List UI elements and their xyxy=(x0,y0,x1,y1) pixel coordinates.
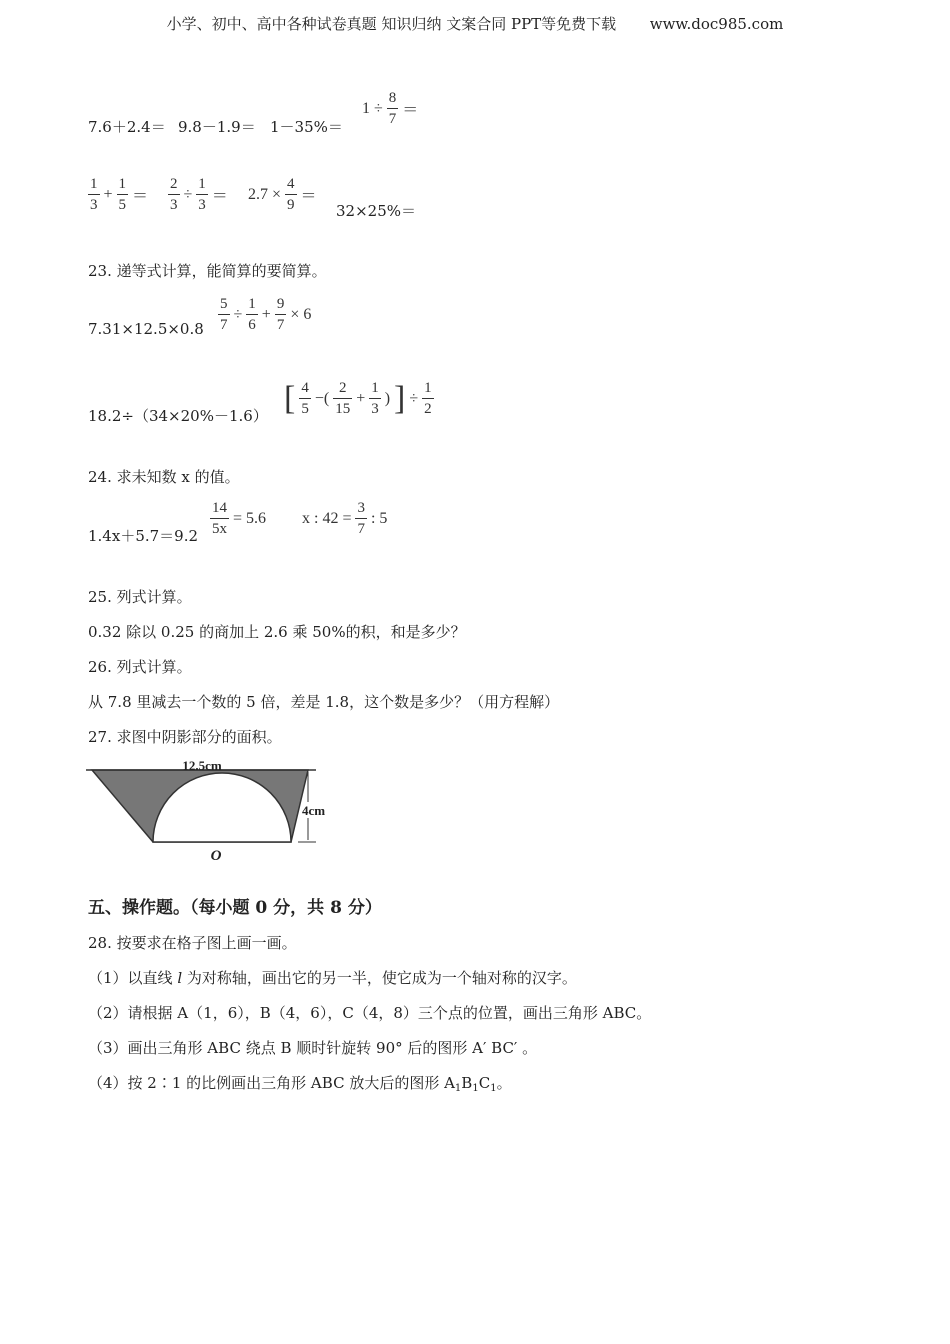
q23-title: 23. 递等式计算，能简算的要简算。 xyxy=(88,262,327,280)
shaded-area-figure xyxy=(86,756,346,866)
q28-item-4: （4）按 2∶1 的比例画出三角形 ABC 放大后的图形 $A_1B_1C_1$。 xyxy=(88,1074,512,1094)
q27-title: 27. 求图中阴影部分的面积。 xyxy=(88,728,282,746)
q28-item-1: （1）以直线 l 为对称轴，画出它的另一半，使它成为一个轴对称的汉字。 xyxy=(88,969,577,987)
q25-title: 25. 列式计算。 xyxy=(88,588,192,606)
q28-item-3: （3）画出三角形 ABC 绕点 B 顺时针旋转 90° 后的图形 A′ BC′ 。 xyxy=(88,1039,538,1057)
q23-expr-1: 7.31×12.5×0.8 xyxy=(88,320,204,338)
label-top: 12.5cm xyxy=(182,758,222,773)
label-height: 4cm xyxy=(302,803,326,818)
q23-expr-4: [ $\frac{4}{5}$ −( $\frac{2}{15}$ + $\frac{1}{3}$ ) ] ÷ $\frac{1}{2}$ xyxy=(284,379,432,417)
header-text: 小学、初中、高中各种试卷真题 知识归纳 文案合同 PPT等免费下载 xyxy=(166,15,617,33)
label-center: O xyxy=(210,848,222,864)
q26-text: 从 7.8 里减去一个数的 5 倍，差是 1.8，这个数是多少？（用方程解） xyxy=(88,693,560,711)
q23-expr-2: $\frac{5}{7}$ ÷ $\frac{1}{6}$ + $\frac{9}{7}$ × 6 xyxy=(220,296,312,333)
q28-item-2: （2）请根据 A（1，6），B（4，6），C（4，8）三个点的位置，画出三角形 ABC。 xyxy=(88,1004,652,1022)
oral-1: 7.6＋2.4＝ xyxy=(88,118,166,136)
q28-title: 28. 按要求在格子图上画一画。 xyxy=(88,934,297,952)
header-site: www.doc985.com xyxy=(649,15,784,33)
q24-title: 24. 求未知数 x 的值。 xyxy=(88,468,240,486)
q23-expr-3: 18.2÷（34×20%－1.6） xyxy=(88,407,268,425)
q25-text: 0.32 除以 0.25 的商加上 2.6 乘 50%的积，和是多少？ xyxy=(88,623,466,641)
oral-5: $\frac{1}{3}$ + $\frac{1}{5}$ ＝ xyxy=(90,176,149,213)
page-header xyxy=(0,13,950,34)
oral-7: 2.7 × $\frac{4}{9}$ ＝ xyxy=(248,176,317,213)
q26-title: 26. 列式计算。 xyxy=(88,658,192,676)
q24-eq-2: $\frac{14}{5x}$ = 5.6 xyxy=(212,500,267,537)
oral-4: 1 ÷ $\frac{8}{7}$ ＝ xyxy=(362,90,419,127)
q24-eq-1: 1.4x＋5.7＝9.2 xyxy=(88,527,199,545)
q24-eq-3: x : 42 = $\frac{3}{7}$ : 5 xyxy=(302,500,388,537)
oral-3: 1－35%＝ xyxy=(270,118,343,136)
oral-6: $\frac{2}{3}$ ÷ $\frac{1}{3}$ ＝ xyxy=(170,176,228,213)
oral-2: 9.8－1.9＝ xyxy=(178,118,256,136)
oral-8: 32×25%＝ xyxy=(336,202,416,220)
section-5-title: 五、操作题。（每小题 0 分，共 8 分） xyxy=(88,898,382,918)
